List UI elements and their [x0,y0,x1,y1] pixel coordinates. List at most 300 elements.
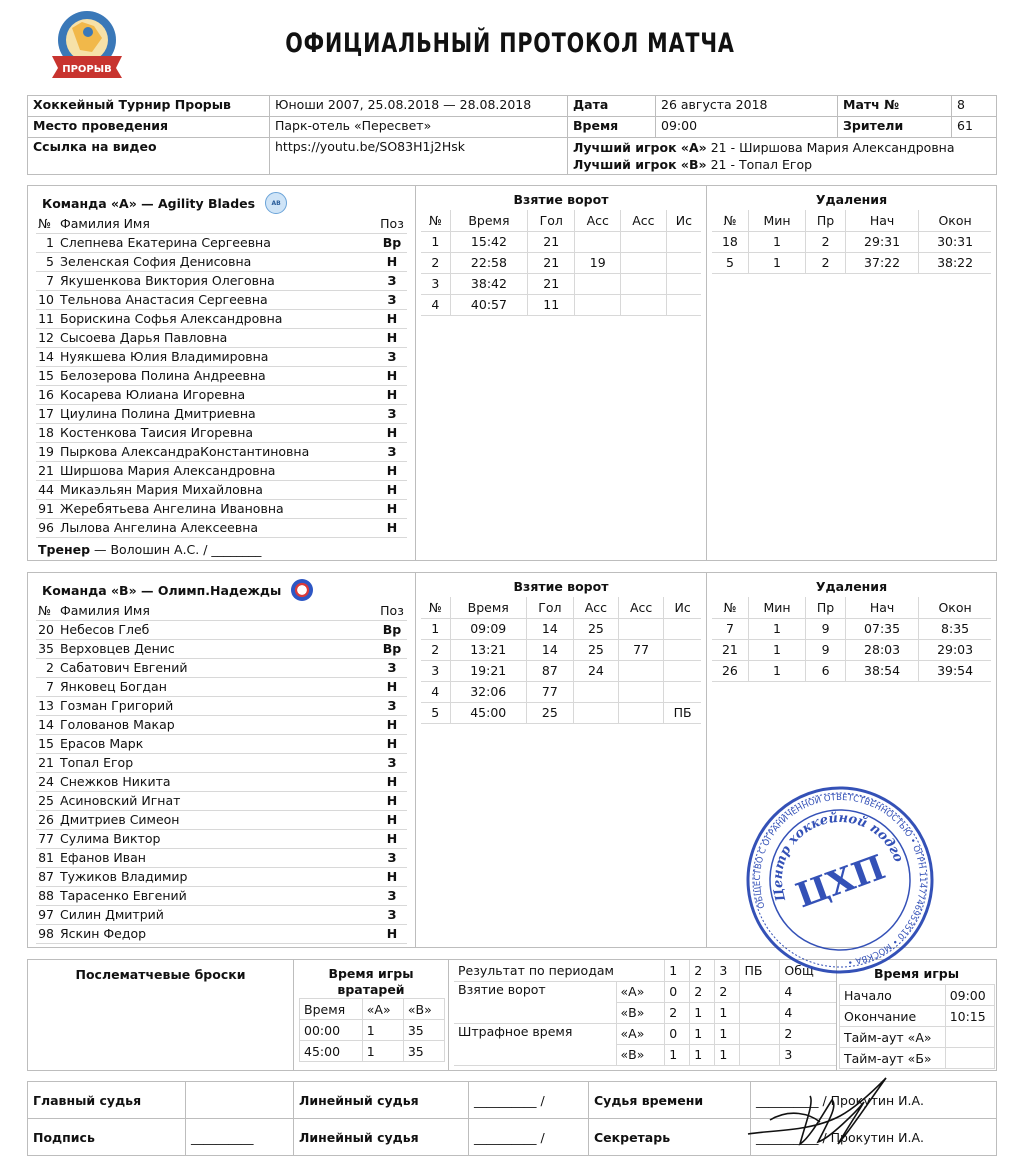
penalty-player: 7 [712,618,748,639]
player-name: Янковец Богдан [58,677,377,696]
goal-assist-2 [619,702,664,723]
goal-row [421,231,701,252]
player-name: Жеребятьева Ангелина Ивановна [58,499,377,518]
player-name: Топал Егор [58,753,377,772]
goal-time: 19:21 [450,660,526,681]
player-position: Вр [377,620,407,639]
goal-source [664,681,701,702]
goal-source [666,294,701,315]
linesman-2-value: __________ / [469,1119,589,1156]
goal-time: 38:42 [450,273,527,294]
team-b-logo [291,579,313,601]
player-position: З [377,347,407,366]
goal-time: 15:42 [450,231,527,252]
pim-a-p3: 1 [715,1023,740,1044]
team-b-title: Команда «В» — Олимп.Надежды [42,582,282,598]
player-name: Дмитриев Симеон [58,810,377,829]
player-name: Микаэльян Мария Михайловна [58,480,377,499]
player-position: З [377,905,407,924]
player-row [36,366,407,385]
player-name: Ефанов Иван [58,848,377,867]
goals-b-p1: 2 [665,1002,690,1023]
goals-a-p3: 2 [715,981,740,1002]
goal-assist-2: 77 [619,639,664,660]
team-a-mark: «А» [616,1023,665,1044]
game-time-label: Тайм-аут «А» [840,1027,946,1048]
goalie-col-b: «В» [403,999,444,1020]
player-row [36,290,407,309]
period-results-title: Результат по периодам [454,960,665,981]
goalie-time: 00:00 [300,1020,363,1041]
col-num: № [421,597,450,618]
goalie-b: 35 [403,1041,444,1062]
player-name: Небесов Глеб [58,620,377,639]
goal-source [666,231,701,252]
match-number-value: 8 [952,96,997,117]
venue-value: Парк-отель «Пересвет» [270,117,568,138]
player-number: 12 [36,328,58,347]
goalie-col-time: Время [300,999,363,1020]
goal-number: 3 [421,273,450,294]
penalties-header-row [712,597,991,618]
shootout-header: ПБ [740,960,780,981]
goals-label: Взятие ворот [454,981,616,1023]
player-name: Силин Дмитрий [58,905,377,924]
goal-number: 3 [421,660,450,681]
player-position: Н [377,499,407,518]
player-number: 98 [36,924,58,943]
player-position: Н [377,772,407,791]
player-number: 15 [36,366,58,385]
goal-scorer: 87 [526,660,573,681]
team-b-penalties-title: Удаления [815,579,888,594]
player-name: Ширшова Мария Александровна [58,461,377,480]
player-number: 17 [36,404,58,423]
player-position: Н [377,461,407,480]
col-time: Время [450,597,526,618]
pim-a-total: 2 [780,1023,836,1044]
penalties-header-row [712,210,991,231]
goals-b-p3: 1 [715,1002,740,1023]
player-row [36,620,407,639]
goal-assist-2 [621,231,667,252]
player-position: Н [377,867,407,886]
tournament-logo [42,8,132,80]
player-number: 7 [36,271,58,290]
goal-scorer: 25 [526,702,573,723]
tournament-label: Хоккейный Турнир Прорыв [28,96,270,117]
goals-b-total: 4 [780,1002,836,1023]
team-b-section [27,572,997,948]
penalty-player: 21 [712,639,748,660]
team-a-title: Команда «А» — Agility Blades [42,195,256,211]
goal-scorer: 21 [528,252,575,273]
signature-value: __________ [186,1119,294,1156]
player-number: 91 [36,499,58,518]
col-source: Ис [664,597,701,618]
total-header: Общ [780,960,836,981]
pim-b-p2: 1 [690,1044,715,1065]
player-number: 21 [36,461,58,480]
coach-value: — Волошин А.С. / ________ [90,541,262,557]
player-name: Асиновский Игнат [58,791,377,810]
goal-assist-2 [621,294,667,315]
goal-source [666,273,701,294]
player-position: Н [377,715,407,734]
col-pos: Поз [377,214,407,233]
player-name: Циулина Полина Дмитриевна [58,404,377,423]
player-position: Н [377,309,407,328]
player-position: З [377,886,407,905]
goal-source [664,618,701,639]
player-name: Борискина Софья Александровна [58,309,377,328]
penalty-minutes-label: Штрафное время [454,1023,616,1065]
player-row [36,461,407,480]
player-position: З [377,404,407,423]
date-value: 26 августа 2018 [656,96,838,117]
goals-header-row [421,597,701,618]
player-number: 96 [36,518,58,537]
linesman-1-value: __________ / [469,1082,589,1119]
video-label: Ссылка на видео [28,138,270,175]
penalty-player: 18 [712,231,748,252]
stamp-center-text: ЦХП [790,847,891,917]
goal-row [421,618,701,639]
team-b-roster [28,573,416,947]
team-b-goals [416,573,707,947]
goal-scorer: 21 [528,231,575,252]
goal-assist-2 [619,618,664,639]
player-name: Голованов Макар [58,715,377,734]
video-link[interactable]: https://youtu.be/SO83H1j2Hsk [270,138,568,175]
player-row [36,772,407,791]
player-number: 21 [36,753,58,772]
player-number: 13 [36,696,58,715]
logo-ribbon-text: ПРОРЫВ [62,64,112,75]
player-row [36,480,407,499]
player-row [36,677,407,696]
player-name: Нуякшева Юлия Владимировна [58,347,377,366]
shootout-title: Послематчевые броски [75,967,246,982]
penalty-minutes: 1 [748,252,805,273]
player-position: З [377,753,407,772]
player-row [36,442,407,461]
player-number: 7 [36,677,58,696]
goal-scorer: 77 [526,681,573,702]
penalty-start: 07:35 [845,618,918,639]
goal-row [421,294,701,315]
game-time-value [945,1027,994,1048]
time-value: 09:00 [656,117,838,138]
goal-source: ПБ [664,702,701,723]
pim-a-p1: 0 [665,1023,690,1044]
game-time-label: Тайм-аут «Б» [840,1048,946,1069]
player-row [36,810,407,829]
period-3-header: 3 [715,960,740,981]
best-player-a-label: Лучший игрок «А» [573,140,707,155]
goal-source [664,639,701,660]
player-name: Лылова Ангелина Алексеевна [58,518,377,537]
linesman-2-label: Линейный судья [294,1119,469,1156]
player-number: 2 [36,658,58,677]
player-position: З [377,442,407,461]
goal-time: 40:57 [450,294,527,315]
col-end: Окон [919,597,991,618]
spectators-value: 61 [952,117,997,138]
player-row [36,924,407,943]
player-row [36,328,407,347]
col-num: № [36,601,58,620]
player-row [36,658,407,677]
player-position: Н [377,518,407,537]
player-number: 97 [36,905,58,924]
goal-row [421,273,701,294]
best-player-b [573,156,991,173]
player-name: Костенкова Таисия Игоревна [58,423,377,442]
col-goal: Гол [528,210,575,231]
penalty-reason: 6 [806,660,846,681]
signature-label: Подпись [28,1119,186,1156]
pim-b-total: 3 [780,1044,836,1065]
game-time-value: 09:00 [945,985,994,1006]
goalie-col-a: «А» [362,999,403,1020]
linesman-1-label: Линейный судья [294,1082,469,1119]
team-b-goals-title: Взятие ворот [513,579,609,594]
goal-assist-1: 25 [573,618,618,639]
team-b-penalties [707,573,996,947]
player-number: 16 [36,385,58,404]
player-row [36,753,407,772]
col-num: № [712,597,748,618]
col-assist-2: Асс [619,597,664,618]
game-time-row [840,1027,995,1048]
game-time-title: Время игры [873,966,960,981]
penalty-row [712,231,991,252]
player-row [36,715,407,734]
col-end: Окон [919,210,991,231]
player-position: Н [377,423,407,442]
col-start: Нач [845,597,918,618]
penalty-player: 5 [712,252,748,273]
player-name: Слепнева Екатерина Сергеевна [58,233,377,252]
penalty-reason: 2 [806,231,846,252]
player-position: Н [377,252,407,271]
goal-number: 5 [421,702,450,723]
goal-assist-1: 25 [573,639,618,660]
player-row [36,791,407,810]
player-row [36,848,407,867]
player-row [36,499,407,518]
goal-row [421,252,701,273]
player-number: 44 [36,480,58,499]
player-row [36,309,407,328]
goalie-b: 35 [403,1020,444,1041]
col-minutes: Мин [748,210,805,231]
goalie-time-panel [294,960,449,1070]
col-reason: Пр [806,597,846,618]
player-name: Тужиков Владимир [58,867,377,886]
goal-assist-1 [573,681,618,702]
goal-row [421,660,701,681]
main-referee-value [186,1082,294,1119]
player-row [36,639,407,658]
col-num: № [712,210,748,231]
pim-b-p1: 1 [665,1044,690,1065]
player-number: 19 [36,442,58,461]
player-name: Сулима Виктор [58,829,377,848]
player-row [36,886,407,905]
period-1-header: 1 [665,960,690,981]
penalty-row [712,252,991,273]
player-name: Снежков Никита [58,772,377,791]
goal-scorer: 21 [528,273,575,294]
time-label: Время [568,117,656,138]
goal-row [421,681,701,702]
player-position: З [377,848,407,867]
player-position: Н [377,385,407,404]
player-position: З [377,271,407,290]
penalty-reason: 2 [806,252,846,273]
player-row [36,347,407,366]
player-position: З [377,658,407,677]
penalty-end: 38:22 [919,252,991,273]
team-a-section [27,185,997,561]
player-position: Н [377,677,407,696]
player-row [36,905,407,924]
goal-row [421,702,701,723]
best-player-a-value: 21 - Ширшова Мария Александровна [710,140,955,155]
goal-number: 2 [421,639,450,660]
goal-number: 1 [421,618,450,639]
col-num: № [36,214,58,233]
game-time-row [840,985,995,1006]
goal-number: 4 [421,294,450,315]
team-a-goals [416,186,707,560]
player-name: Тарасенко Евгений [58,886,377,905]
date-label: Дата [568,96,656,117]
player-name: Тельнова Анастасия Сергеевна [58,290,377,309]
player-position: Н [377,480,407,499]
player-position: Н [377,810,407,829]
player-number: 81 [36,848,58,867]
game-time-value: 10:15 [945,1006,994,1027]
goals-header-row [421,210,701,231]
penalty-end: 8:35 [919,618,991,639]
main-referee-label: Главный судья [28,1082,186,1119]
penalty-reason: 9 [806,618,846,639]
penalty-end: 39:54 [919,660,991,681]
player-name: Ерасов Марк [58,734,377,753]
player-number: 26 [36,810,58,829]
player-number: 1 [36,233,58,252]
player-number: 14 [36,715,58,734]
game-time-label: Начало [840,985,946,1006]
goal-number: 4 [421,681,450,702]
goals-a-p1: 0 [665,981,690,1002]
penalty-end: 29:03 [919,639,991,660]
player-position: Н [377,829,407,848]
player-number: 87 [36,867,58,886]
col-minutes: Мин [748,597,805,618]
goal-source [666,252,701,273]
player-number: 11 [36,309,58,328]
penalty-start: 38:54 [845,660,918,681]
col-source: Ис [666,210,701,231]
team-a-goals-title: Взятие ворот [513,192,609,207]
pim-a-pb [740,1023,780,1044]
timekeeper-label: Судья времени [589,1082,751,1119]
player-row [36,734,407,753]
player-row [36,385,407,404]
goals-b-pb [740,1002,780,1023]
game-time-panel [837,960,996,1070]
penalty-row [712,639,991,660]
goalie-a: 1 [362,1041,403,1062]
penalty-start: 28:03 [845,639,918,660]
player-row [36,518,407,537]
goal-assist-2 [619,681,664,702]
player-row [36,696,407,715]
col-name: Фамилия Имя [58,214,377,233]
stamp-top-text: Центр хоккейной подготовки [770,810,906,903]
col-goal: Гол [526,597,573,618]
goalie-time: 45:00 [300,1041,363,1062]
goal-scorer: 14 [526,618,573,639]
penalty-end: 30:31 [919,231,991,252]
game-time-row [840,1006,995,1027]
team-b-mark: «В» [616,1044,665,1065]
goal-source [664,660,701,681]
goal-scorer: 14 [526,639,573,660]
player-name: Сабатович Евгений [58,658,377,677]
player-name: Якушенкова Виктория Олеговна [58,271,377,290]
player-name: Гозман Григорий [58,696,377,715]
player-name: Яскин Федор [58,924,377,943]
spectators-label: Зрители [838,117,952,138]
goal-assist-2 [619,660,664,681]
penalty-row [712,660,991,681]
goal-scorer: 11 [528,294,575,315]
player-name: Белозерова Полина Андреевна [58,366,377,385]
goal-time: 32:06 [450,681,526,702]
penalty-start: 29:31 [845,231,918,252]
col-reason: Пр [806,210,846,231]
coach-label: Тренер [38,541,91,557]
team-a-penalties-title: Удаления [815,192,888,207]
goalie-time-row [300,1041,445,1062]
player-position: Вр [377,639,407,658]
best-player-b-value: 21 - Топал Егор [710,157,813,172]
team-a-mark: «А» [616,981,665,1002]
secretary-label: Секретарь [589,1119,751,1156]
player-position: Н [377,734,407,753]
col-time: Время [450,210,527,231]
goals-a-pb [740,981,780,1002]
goal-assist-1: 19 [575,252,621,273]
player-name: Сысоева Дарья Павловна [58,328,377,347]
player-row [36,271,407,290]
goal-time: 45:00 [450,702,526,723]
goal-assist-1 [575,273,621,294]
col-assist-1: Асс [573,597,618,618]
penalty-start: 37:22 [845,252,918,273]
goal-assist-1: 24 [573,660,618,681]
player-row [36,423,407,442]
goal-time: 13:21 [450,639,526,660]
game-time-value [945,1048,994,1069]
officials-table [27,1081,997,1156]
goals-b-p2: 1 [690,1002,715,1023]
